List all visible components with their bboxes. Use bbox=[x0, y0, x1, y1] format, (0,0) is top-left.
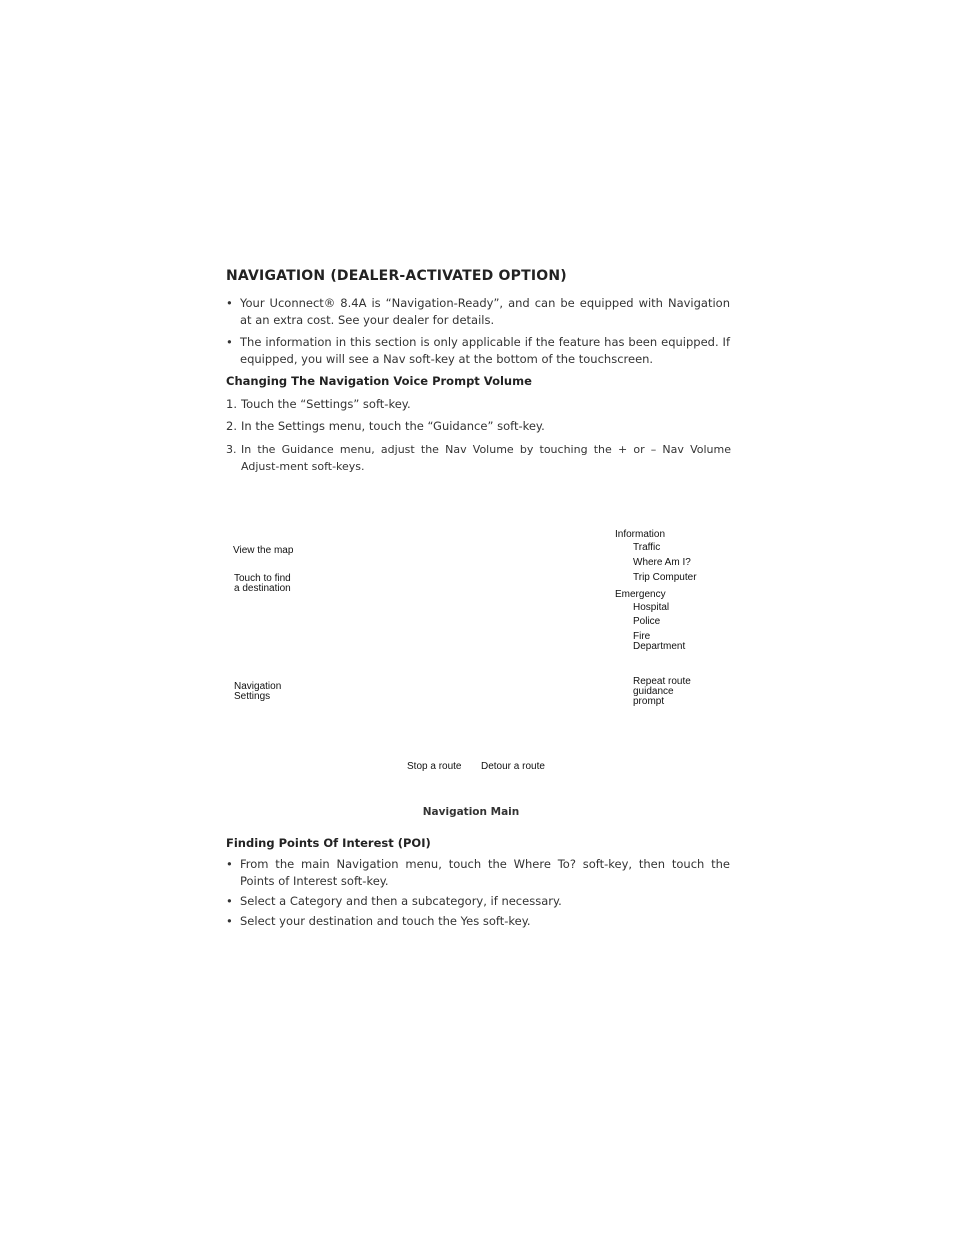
voice-prompt-heading: Changing The Navigation Voice Prompt Volume bbox=[226, 374, 532, 388]
intro-bullet-2: • The information in this section is only applicable if the feature has been equipped. If equipped, you will see a Nav soft-key at the bottom of the touchscreen. bbox=[226, 334, 730, 368]
label-view-map: View the map bbox=[233, 545, 294, 556]
poi-bullet-3: • Select your destination and touch the Yes soft-key. bbox=[226, 913, 730, 930]
intro-bullet-1: • Your Uconnect® 8.4A is “Navigation-Ready”, and can be equipped with Navigation at an extra cost. See your dealer for details. bbox=[226, 295, 730, 329]
poi-bullet-1: • From the main Navigation menu, touch the Where To? soft-key, then touch the Points of Interest soft-key. bbox=[226, 856, 730, 890]
step-number: 1. bbox=[226, 397, 237, 411]
section-title: NAVIGATION (DEALER-ACTIVATED OPTION) bbox=[226, 268, 567, 284]
label-fire-department: Fire Department bbox=[633, 631, 686, 652]
label-repeat-route: Repeat route guidance prompt bbox=[633, 676, 691, 707]
voice-step-3 bbox=[226, 441, 731, 475]
poi-bullet-2: • Select a Category and then a subcategory, if necessary. bbox=[226, 893, 730, 910]
label-information: Information bbox=[615, 529, 666, 540]
step-text: Touch the “Settings” soft-key. bbox=[241, 397, 411, 411]
label-nav-settings: Navigation Settings bbox=[234, 681, 282, 702]
diagram-caption: Navigation Main bbox=[422, 806, 520, 818]
step-text: In the Settings menu, touch the “Guidance” soft-key. bbox=[241, 419, 545, 433]
label-emergency: Emergency bbox=[615, 589, 666, 600]
label-stop-route: Stop a route bbox=[407, 761, 462, 772]
step-number: 2. bbox=[226, 419, 237, 433]
label-where-am-i: Where Am I? bbox=[633, 557, 691, 568]
label-trip-computer: Trip Computer bbox=[633, 572, 697, 583]
voice-step-1 bbox=[226, 396, 731, 413]
navigation-main-diagram bbox=[226, 524, 716, 782]
step-number: 3. bbox=[226, 443, 237, 456]
voice-step-2 bbox=[226, 418, 731, 435]
label-touch-find: Touch to find a destination bbox=[234, 573, 291, 594]
poi-heading: Finding Points Of Interest (POI) bbox=[226, 836, 431, 850]
step-text: In the Guidance menu, adjust the Nav Volume by touching the + or – Nav Volume Adjust-ment soft-keys. bbox=[241, 443, 731, 473]
label-hospital: Hospital bbox=[633, 602, 670, 613]
label-detour-route: Detour a route bbox=[481, 761, 545, 772]
label-traffic: Traffic bbox=[633, 542, 661, 553]
label-police: Police bbox=[633, 616, 661, 627]
